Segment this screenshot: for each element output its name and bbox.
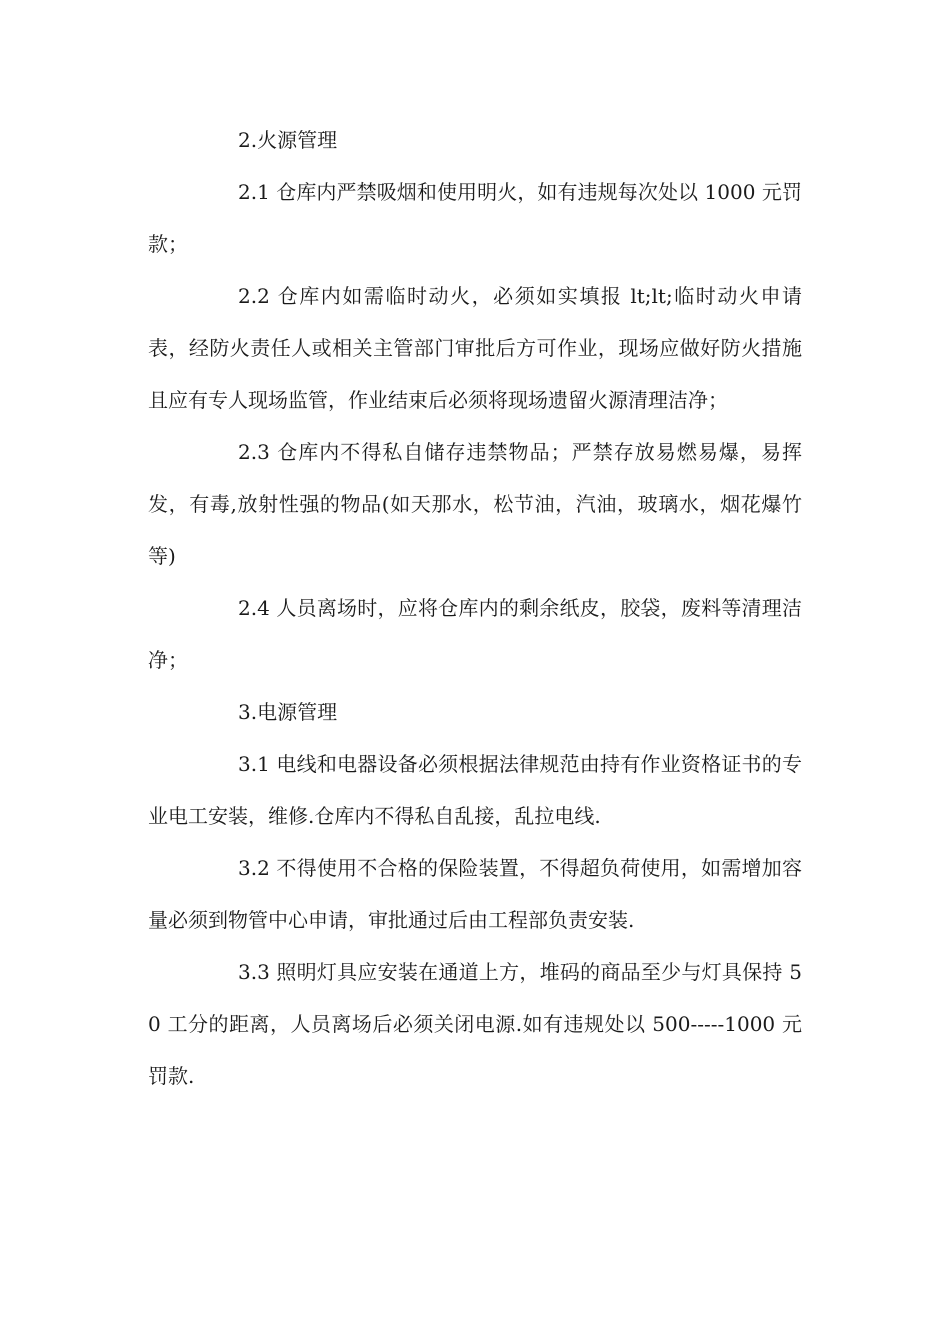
paragraph-3-1: 3.1 电线和电器设备必须根据法律规范由持有作业资格证书的专业电工安装，维修.仓库内不得私自乱接，乱拉电线. xyxy=(148,752,802,828)
paragraph-2-3: 2.3 仓库内不得私自储存违禁物品；严禁存放易燃易爆，易挥发，有毒,放射性强的物品(如天那水，松节油，汽油，玻璃水，烟花爆竹等) xyxy=(148,440,802,568)
paragraph-2-2: 2.2 仓库内如需临时动火，必须如实填报 lt;lt;临时动火申请表，经防火责任人或相关主管部门审批后方可作业，现场应做好防火措施且应有专人现场监管，作业结束后必须将现场遗留火源清理洁净； xyxy=(148,284,802,412)
section-heading-fire: 2.火源管理 xyxy=(238,128,338,152)
paragraph-2-1: 2.1 仓库内严禁吸烟和使用明火，如有违规每次处以 1000 元罚款； xyxy=(148,180,802,256)
document-body xyxy=(148,114,802,1102)
paragraph-3-3: 3.3 照明灯具应安装在通道上方，堆码的商品至少与灯具保持 50 工分的距离，人员离场后必须关闭电源.如有违规处以 500-----1000 元罚款. xyxy=(148,960,802,1088)
paragraph-2-4: 2.4 人员离场时，应将仓库内的剩余纸皮，胶袋，废料等清理洁净； xyxy=(148,596,802,672)
section-heading-power: 3.电源管理 xyxy=(238,700,338,724)
paragraph-3-2: 3.2 不得使用不合格的保险装置，不得超负荷使用，如需增加容量必须到物管中心申请，审批通过后由工程部负责安装. xyxy=(148,856,802,932)
